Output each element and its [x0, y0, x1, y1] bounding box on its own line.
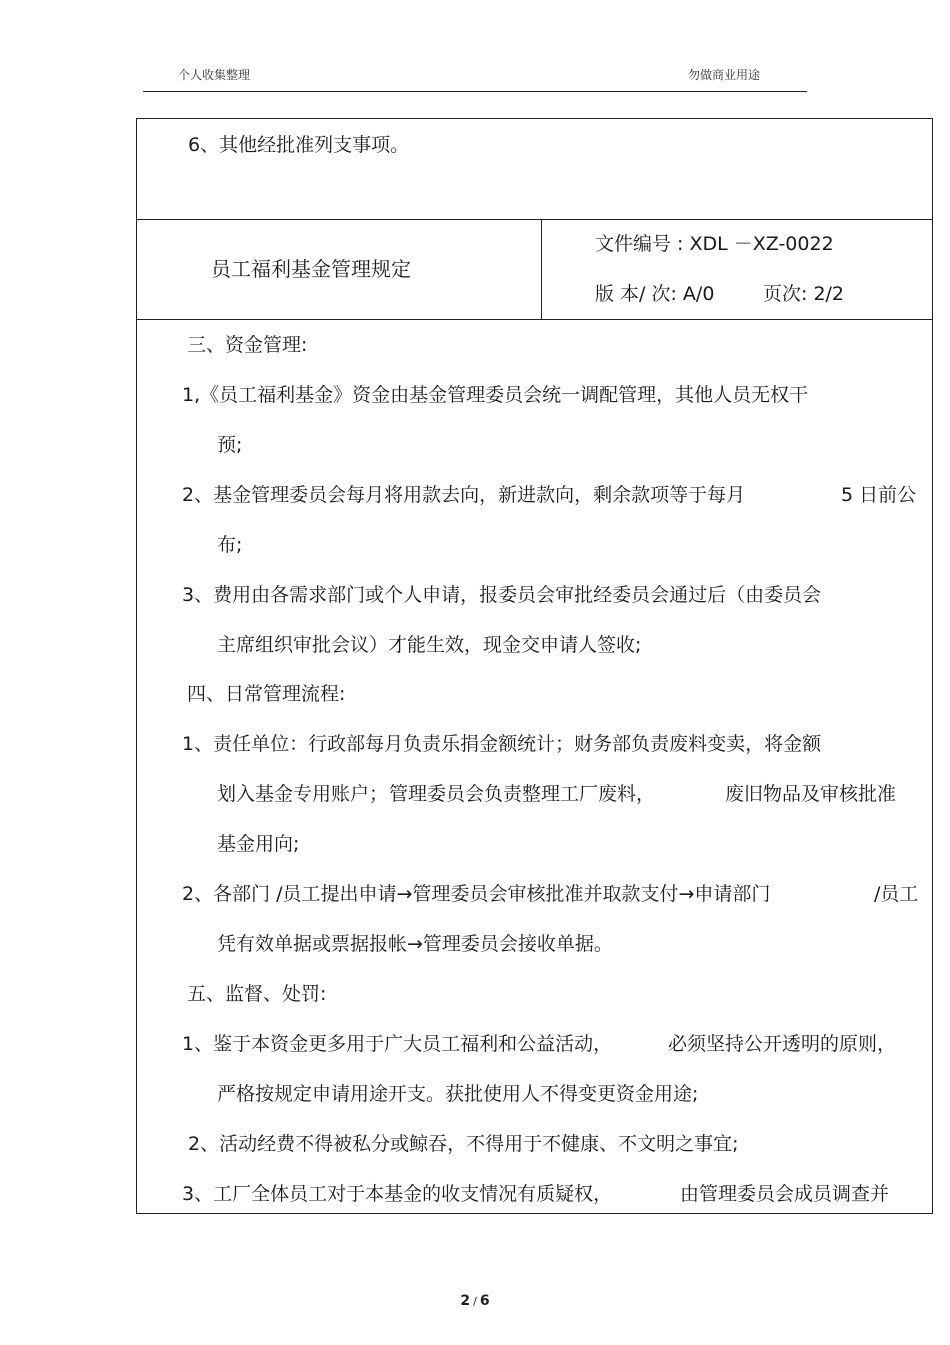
page-current: 2 [460, 1293, 471, 1309]
body-line: /员工 [874, 883, 919, 905]
section-heading: 四、日常管理流程: [187, 683, 346, 705]
body-line: 2、各部门 /员工提出申请→管理委员会审核批准并取款支付→申请部门 [182, 883, 771, 905]
header-rule [143, 91, 807, 92]
body-line: 管理委员会负责整理工厂废料， [389, 783, 656, 805]
document-title: 员工福利基金管理规定 [211, 257, 411, 281]
body-line: 2、活动经费不得被私分或鲸吞，不得用于不健康、不文明之事宜; [188, 1133, 739, 1155]
section-heading: 五、监督、处罚: [187, 983, 327, 1005]
body-line: 1、鉴于本资金更多用于广大员工福利和公益活动， [182, 1033, 613, 1055]
body-line: 划入基金专用账户； [217, 783, 389, 805]
body-line: 3、工厂全体员工对于本基金的收支情况有质疑权， [182, 1183, 613, 1205]
file-number: 文件编号 : XDL －XZ-0022 [595, 233, 834, 255]
body-line: 1,《员工福利基金》资金由基金管理委员会统一调配管理，其他人员无权干 [182, 384, 809, 406]
version-label: 版 本/ 次: A/0 [595, 283, 715, 305]
page-count: 页次: 2/2 [763, 283, 845, 305]
top-item: 6、其他经批准列支事项。 [188, 134, 410, 156]
page-separator: / [473, 1295, 477, 1308]
body-line: 布; [217, 534, 243, 556]
page-total: 6 [479, 1293, 490, 1309]
table-divider-bottom [137, 319, 932, 320]
table-column-divider [541, 219, 542, 320]
body-line: 必须坚持公开透明的原则， [668, 1033, 897, 1055]
body-line: 严格按规定申请用途开支。获批使用人不得变更资金用途; [217, 1083, 699, 1105]
page-number [0, 1293, 950, 1309]
body-line: 废旧物品及审核批准 [725, 783, 897, 805]
body-line: 主席组织审批会议）才能生效，现金交申请人签收; [217, 634, 642, 656]
body-line: 由管理委员会成员调查并 [680, 1183, 890, 1205]
section-heading: 三、资金管理: [187, 334, 308, 356]
table-divider-top [137, 219, 932, 220]
body-line: 预; [217, 434, 243, 456]
body-line: 3、费用由各需求部门或个人申请，报委员会审批经委员会通过后（由委员会 [182, 584, 822, 606]
header-right-note: 勿做商业用途 [688, 68, 761, 82]
document-table [136, 118, 933, 1214]
body-line: 1、责任单位：行政部每月负责乐捐金额统计；财务部负责废料变卖，将金额 [182, 733, 822, 755]
body-line: 5 日前公 [841, 484, 917, 506]
body-line: 2、基金管理委员会每月将用款去向，新进款向，剩余款项等于每月 [182, 484, 746, 506]
body-line: 凭有效单据或票据报帐→管理委员会接收单据。 [217, 933, 613, 955]
header-left-note: 个人收集整理 [178, 68, 251, 82]
body-line: 基金用向; [217, 833, 300, 855]
